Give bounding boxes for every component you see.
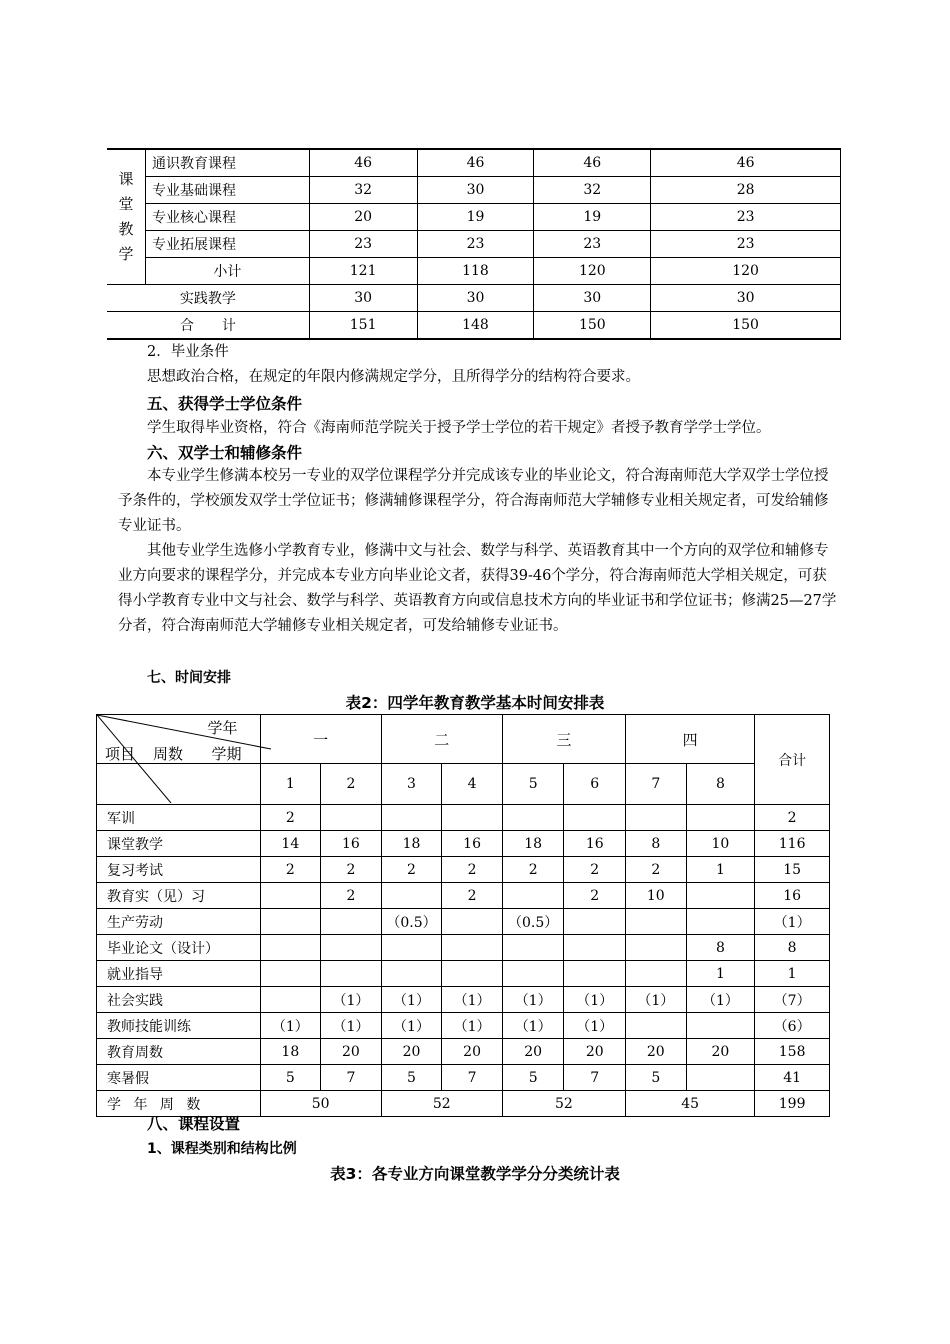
double-degree-paragraph-1: 本专业学生修满本校另一专业的双学位课程学分并完成该专业的毕业论文，符合海南师范大学双学士学位授予条件的，学校颁发双学士学位证书；修满辅修课程学分，符合海南师范大学辅修专业相关规定者，可发给辅修专业证书。 — [118, 468, 829, 534]
term-header: 5 — [502, 764, 564, 805]
cell: （1） — [502, 987, 564, 1013]
year-weeks-cell: 52 — [502, 1091, 625, 1117]
cell — [626, 961, 687, 987]
section-heading-schedule: 七、时间安排 — [147, 670, 231, 686]
cell — [381, 961, 442, 987]
credit-summary-table — [107, 148, 841, 340]
cell — [260, 883, 321, 909]
cell — [502, 961, 564, 987]
term-header: 8 — [686, 764, 755, 805]
cell: 2 — [321, 857, 382, 883]
cell: 23 — [417, 231, 534, 258]
cell: 8 — [626, 831, 687, 857]
cell: 20 — [381, 1039, 442, 1065]
cell: （1） — [502, 1013, 564, 1039]
cell: 30 — [651, 285, 841, 312]
table-row — [107, 258, 841, 285]
cell: 20 — [564, 1039, 626, 1065]
cell: 18 — [260, 1039, 321, 1065]
cell: （0.5） — [381, 909, 442, 935]
row-total: 2 — [755, 805, 830, 831]
table-row — [97, 857, 830, 883]
section-heading-curriculum: 八、课程设置 — [147, 1115, 241, 1133]
term-header: 1 — [260, 764, 321, 805]
cell: 46 — [417, 149, 534, 177]
row-label: 社会实践 — [97, 987, 261, 1013]
table-row — [97, 961, 830, 987]
cell: 16 — [442, 831, 503, 857]
cell: 118 — [417, 258, 534, 285]
cell: 2 — [321, 883, 382, 909]
row-total: 116 — [755, 831, 830, 857]
cell: 19 — [417, 204, 534, 231]
cell — [442, 935, 503, 961]
graduation-text: 思想政治合格，在规定的年限内修满规定学分，且所得学分的结构符合要求。 — [147, 369, 640, 385]
corner-header — [97, 715, 261, 764]
cell: （1） — [442, 987, 503, 1013]
table-row — [97, 831, 830, 857]
cell — [260, 909, 321, 935]
cell: 2 — [381, 857, 442, 883]
cell: 19 — [534, 204, 651, 231]
cell: 5 — [502, 1065, 564, 1091]
cell: 120 — [534, 258, 651, 285]
table2-title: 表2：四学年教育教学基本时间安排表 — [345, 694, 605, 712]
total-header: 合计 — [755, 715, 830, 805]
year-header: 三 — [502, 715, 625, 764]
cell: （1） — [564, 1013, 626, 1039]
cell: 46 — [651, 149, 841, 177]
row-total: （6） — [755, 1013, 830, 1039]
cell: 30 — [309, 285, 417, 312]
row-label: 复习考试 — [97, 857, 261, 883]
row-total: 16 — [755, 883, 830, 909]
cell: 16 — [321, 831, 382, 857]
cell — [626, 805, 687, 831]
cell — [686, 909, 755, 935]
row-label: 课堂教学 — [97, 831, 261, 857]
cell: 120 — [651, 258, 841, 285]
term-header: 6 — [564, 764, 626, 805]
row-label: 就业指导 — [97, 961, 261, 987]
term-header: 2 — [321, 764, 382, 805]
cell: 14 — [260, 831, 321, 857]
cell — [442, 961, 503, 987]
credit-summary-body — [107, 149, 841, 339]
cell: 18 — [502, 831, 564, 857]
row-label: 通识教育课程 — [145, 149, 309, 177]
cell: （1） — [321, 1013, 382, 1039]
cell: 20 — [686, 1039, 755, 1065]
cell: 23 — [651, 231, 841, 258]
cell — [502, 805, 564, 831]
cell: 2 — [260, 805, 321, 831]
header-row — [97, 715, 830, 764]
table-row — [97, 805, 830, 831]
year-header: 二 — [381, 715, 502, 764]
cell: 121 — [309, 258, 417, 285]
group-label-char: 课 — [118, 170, 134, 188]
cell — [502, 883, 564, 909]
cell: 20 — [321, 1039, 382, 1065]
corner-box — [97, 715, 260, 763]
cell: 2 — [564, 883, 626, 909]
cell — [686, 805, 755, 831]
row-total: 8 — [755, 935, 830, 961]
cell — [686, 1065, 755, 1091]
cell — [626, 935, 687, 961]
row-total: 158 — [755, 1039, 830, 1065]
cell: 2 — [442, 883, 503, 909]
cell: 30 — [417, 177, 534, 204]
cell: 20 — [442, 1039, 503, 1065]
cell — [260, 935, 321, 961]
row-total: （7） — [755, 987, 830, 1013]
table-row — [107, 177, 841, 204]
row-label: 毕业论文（设计） — [97, 935, 261, 961]
corner-item-label: 项目 — [105, 745, 136, 763]
schedule-body — [97, 805, 830, 1091]
row-total: 15 — [755, 857, 830, 883]
cell — [442, 909, 503, 935]
cell — [626, 1013, 687, 1039]
cell: 2 — [564, 857, 626, 883]
row-label: 专业核心课程 — [145, 204, 309, 231]
cell: 150 — [534, 312, 651, 340]
cell: 151 — [309, 312, 417, 340]
cell: 10 — [626, 883, 687, 909]
cell — [381, 883, 442, 909]
cell: 2 — [502, 857, 564, 883]
cell: 5 — [381, 1065, 442, 1091]
cell: 8 — [686, 935, 755, 961]
cell: 7 — [442, 1065, 503, 1091]
row-label: 专业拓展课程 — [145, 231, 309, 258]
double-degree-paragraph-2: 其他专业学生选修小学教育专业，修满中文与社会、数学与科学、英语教育其中一个方向的双学位和辅修专业方向要求的课程学分，并完成本专业方向毕业论文者，获得39-46个学分，符合海南师范大学相关规定，可获得小学教育专业中文与社会、数学与科学、英语教育方向或信息技术方向的毕业证书和学位证书；修满25—27学分者，符合海南师范大学辅修专业相关规定者，可发给辅修专业证书。 — [118, 543, 837, 634]
term-header: 3 — [381, 764, 442, 805]
table-row — [107, 312, 841, 340]
year-weeks-cell: 45 — [626, 1091, 755, 1117]
cell — [260, 961, 321, 987]
cell: 28 — [651, 177, 841, 204]
cell: 16 — [564, 831, 626, 857]
cell — [626, 909, 687, 935]
cell: （1） — [626, 987, 687, 1013]
cell — [686, 1013, 755, 1039]
cell: 18 — [381, 831, 442, 857]
cell: 150 — [651, 312, 841, 340]
cell: 32 — [309, 177, 417, 204]
cell: 32 — [534, 177, 651, 204]
table-header — [97, 715, 830, 805]
row-label: 寒暑假 — [97, 1065, 261, 1091]
cell: 23 — [309, 231, 417, 258]
practice-label: 实践教学 — [107, 285, 309, 312]
cell — [321, 805, 382, 831]
row-total: 41 — [755, 1065, 830, 1091]
year-weeks-cell: 50 — [260, 1091, 381, 1117]
cell: 10 — [686, 831, 755, 857]
group-label-char: 堂 — [118, 195, 134, 213]
cell: 7 — [564, 1065, 626, 1091]
table-row — [97, 883, 830, 909]
row-label: 生产劳动 — [97, 909, 261, 935]
cell: 46 — [534, 149, 651, 177]
cell — [686, 883, 755, 909]
table-row — [107, 231, 841, 258]
cell — [381, 805, 442, 831]
table3-title: 表3：各专业方向课堂教学学分分类统计表 — [330, 1165, 620, 1183]
row-label: 军训 — [97, 805, 261, 831]
term-header: 4 — [442, 764, 503, 805]
row-label: 教师技能训练 — [97, 1013, 261, 1039]
year-weeks-total: 199 — [755, 1091, 830, 1117]
corner-term-label: 学期 — [211, 745, 242, 763]
row-total: （1） — [755, 909, 830, 935]
cell — [321, 961, 382, 987]
row-total: 1 — [755, 961, 830, 987]
cell: 30 — [534, 285, 651, 312]
year-header: 四 — [626, 715, 755, 764]
cell: 2 — [626, 857, 687, 883]
cell: 2 — [260, 857, 321, 883]
row-label: 专业基础课程 — [145, 177, 309, 204]
table-row — [107, 285, 841, 312]
cell: 148 — [417, 312, 534, 340]
table-row — [97, 909, 830, 935]
cell: （0.5） — [502, 909, 564, 935]
year-weeks-cell: 52 — [381, 1091, 502, 1117]
time-schedule-table — [96, 714, 830, 1117]
cell: 20 — [626, 1039, 687, 1065]
corner-year-label: 学年 — [207, 719, 238, 737]
table-row — [97, 1065, 830, 1091]
cell: 20 — [502, 1039, 564, 1065]
cell: （1） — [260, 1013, 321, 1039]
cell — [260, 987, 321, 1013]
cell — [381, 935, 442, 961]
cell: 5 — [626, 1065, 687, 1091]
subtotal-label: 小计 — [145, 258, 309, 285]
cell: （1） — [686, 987, 755, 1013]
group-label-char: 教 — [118, 220, 134, 238]
cell: 30 — [417, 285, 534, 312]
year-header: 一 — [260, 715, 381, 764]
cell: 23 — [534, 231, 651, 258]
cell: 7 — [321, 1065, 382, 1091]
cell: 46 — [309, 149, 417, 177]
table-row — [97, 935, 830, 961]
curriculum-subheading: 1、课程类别和结构比例 — [147, 1141, 297, 1157]
cell: 1 — [686, 961, 755, 987]
cell: 23 — [651, 204, 841, 231]
cell — [564, 805, 626, 831]
corner-weeks-label: 周数 — [153, 745, 184, 763]
cell: 5 — [260, 1065, 321, 1091]
cell: （1） — [321, 987, 382, 1013]
cell: 1 — [686, 857, 755, 883]
cell: （1） — [442, 1013, 503, 1039]
section-heading-double-degree: 六、双学士和辅修条件 — [147, 444, 303, 462]
cell: 2 — [442, 857, 503, 883]
cell — [564, 961, 626, 987]
cell: （1） — [381, 987, 442, 1013]
row-label: 教育实（见）习 — [97, 883, 261, 909]
row-label: 教育周数 — [97, 1039, 261, 1065]
table-row — [107, 204, 841, 231]
group-label-char: 学 — [118, 245, 134, 263]
degree-text: 学生取得毕业资格，符合《海南师范学院关于授予学士学位的若干规定》者授予教育学学士学位。 — [147, 420, 771, 436]
cell — [502, 935, 564, 961]
total-label: 合 计 — [107, 312, 309, 340]
year-weeks-label: 学 年 周 数 — [97, 1091, 261, 1117]
table-row — [97, 1039, 830, 1065]
table-row — [97, 1013, 830, 1039]
cell — [564, 935, 626, 961]
cell — [564, 909, 626, 935]
cell — [442, 805, 503, 831]
cell — [321, 935, 382, 961]
term-header: 7 — [626, 764, 687, 805]
table-row — [107, 149, 841, 177]
classroom-teaching-group-label — [107, 149, 145, 285]
cell: 20 — [309, 204, 417, 231]
cell: （1） — [381, 1013, 442, 1039]
table-row — [97, 987, 830, 1013]
graduation-heading: 2．毕业条件 — [147, 344, 229, 360]
section-heading-degree: 五、获得学士学位条件 — [147, 395, 303, 413]
cell — [321, 909, 382, 935]
cell: （1） — [564, 987, 626, 1013]
